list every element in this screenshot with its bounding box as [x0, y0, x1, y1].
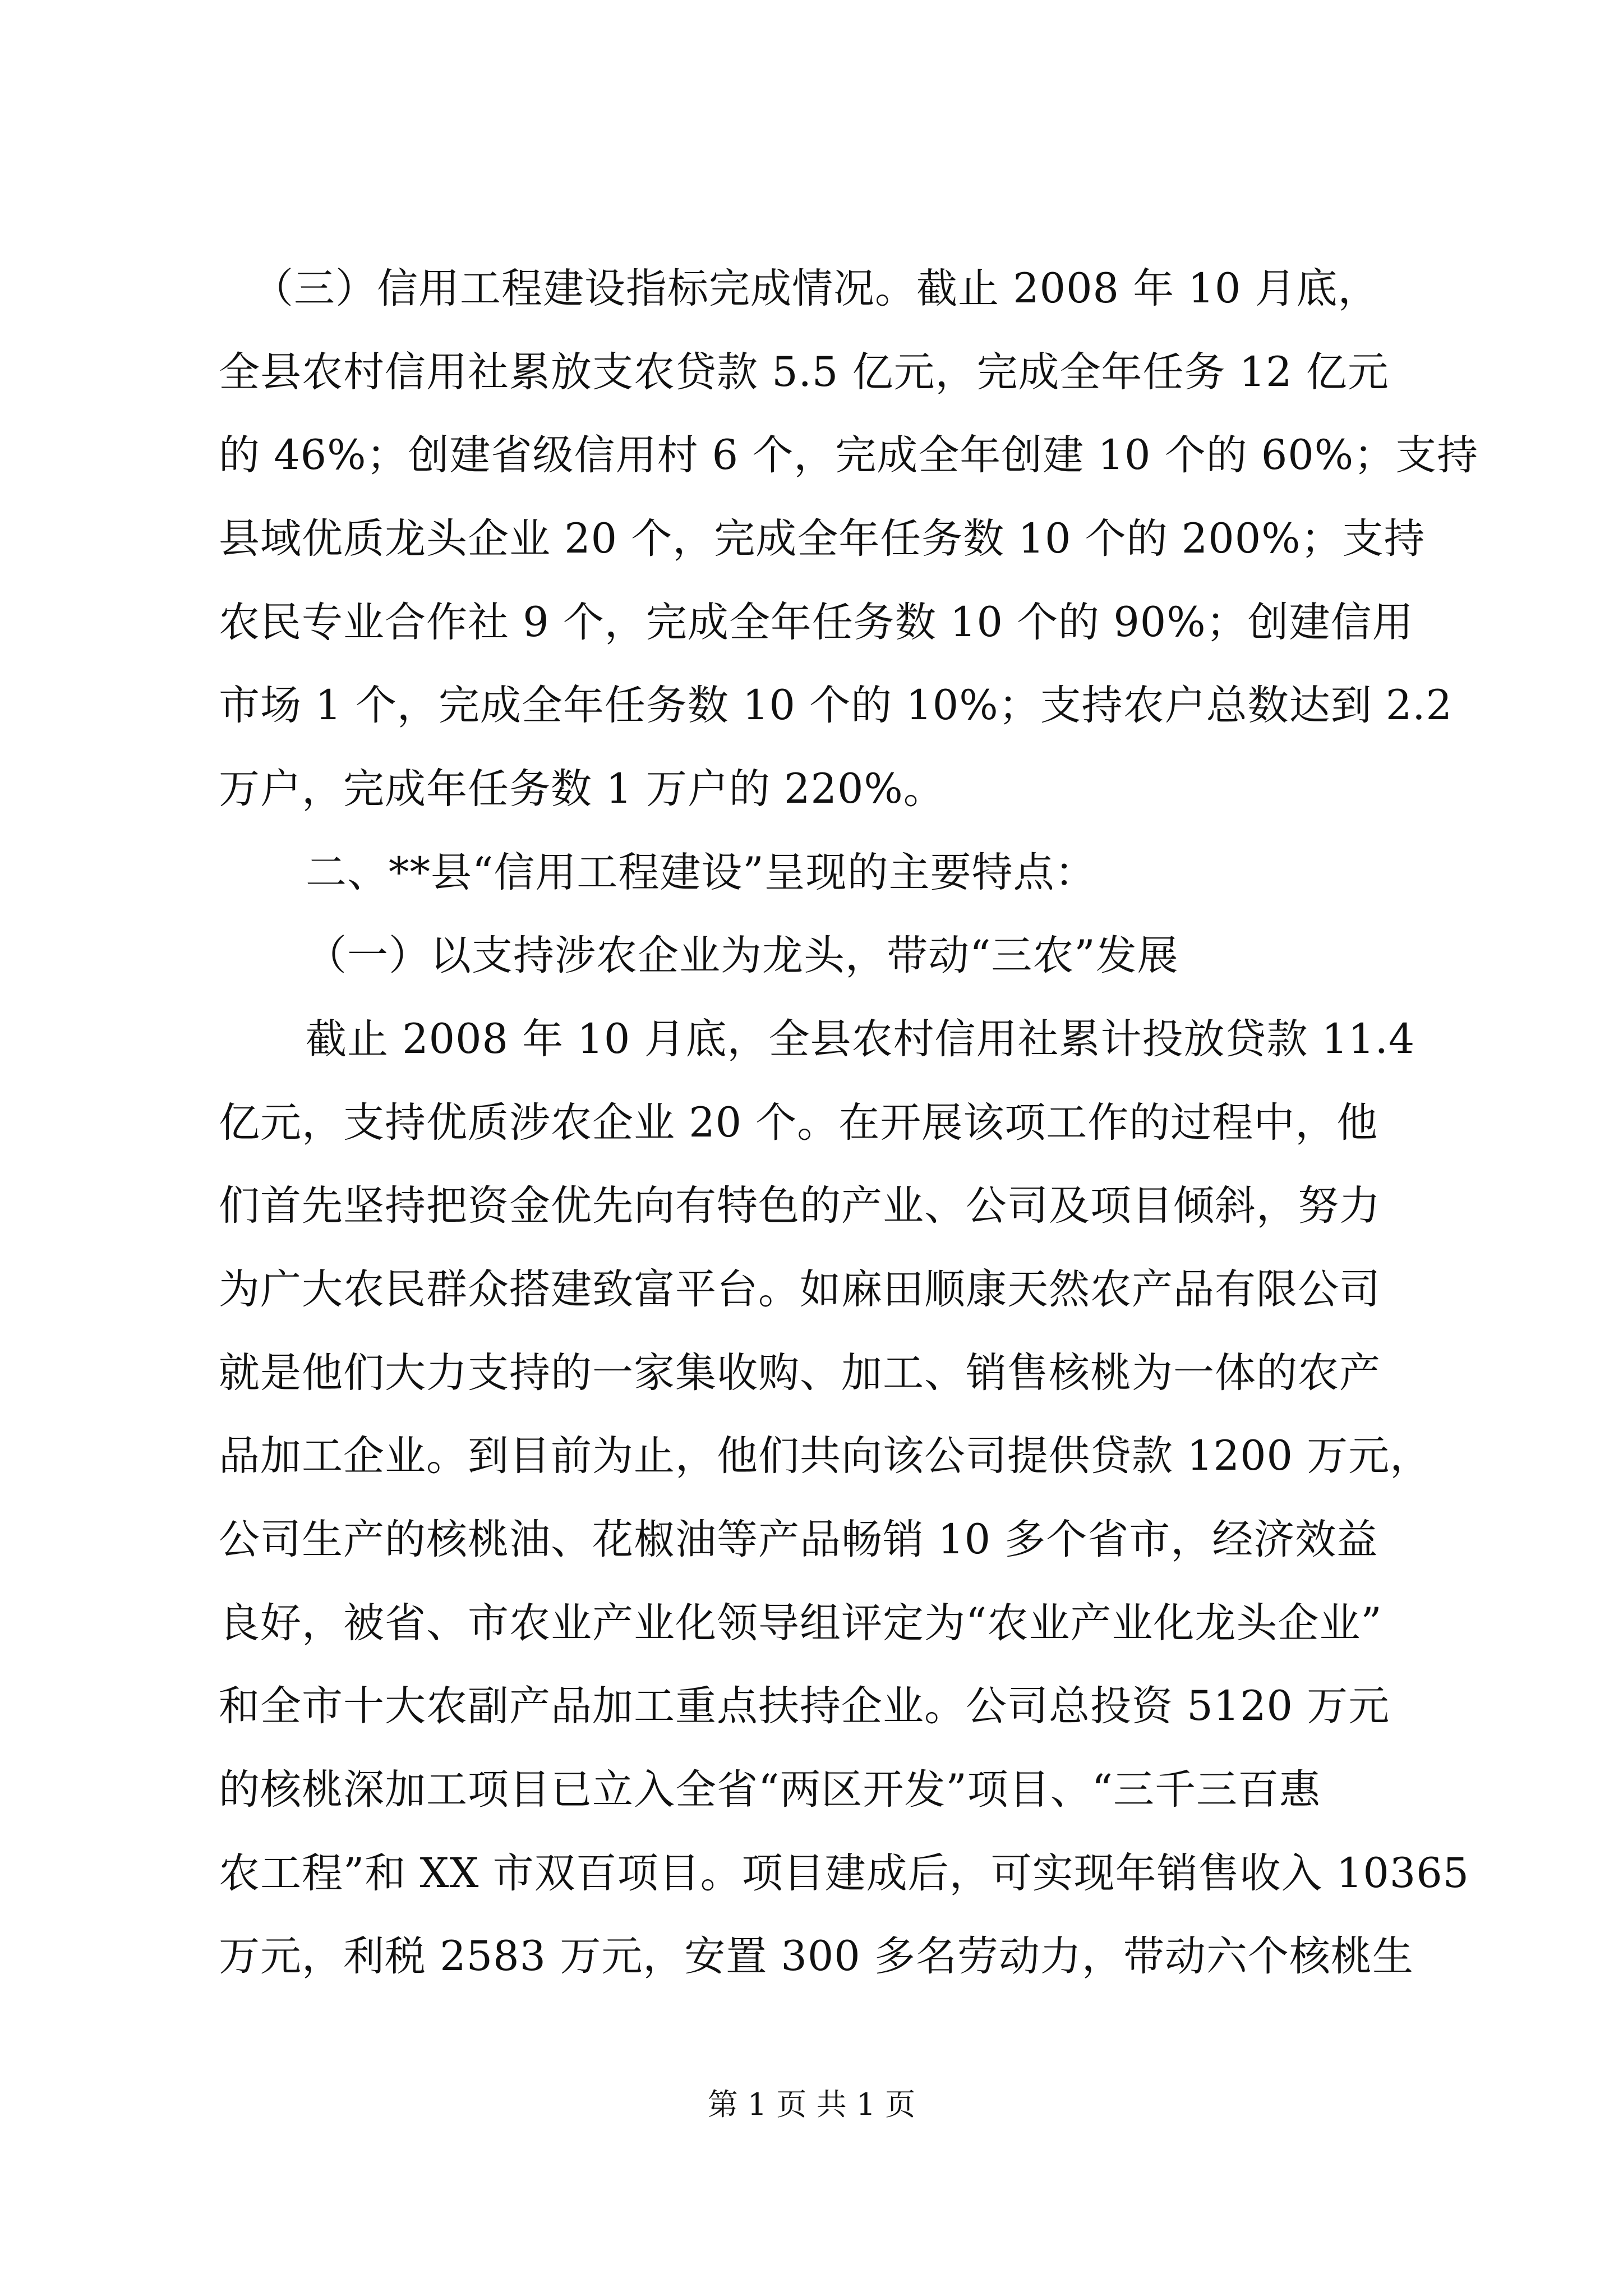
paragraph-line: 的核桃深加工项目已立入全省“两区开发”项目、“三千三百惠 — [219, 1766, 1321, 1814]
subsection-heading-1: （一）以支持涉农企业为龙头，带动“三农”发展 — [306, 932, 1179, 979]
paragraph-line: 农民专业合作社 9 个，完成全年任务数 10 个的 90%；创建信用 — [219, 599, 1414, 646]
paragraph-line: 就是他们大力支持的一家集收购、加工、销售核桃为一体的农产 — [219, 1349, 1381, 1397]
paragraph-line: 们首先坚持把资金优先向有特色的产业、公司及项目倾斜，努力 — [219, 1182, 1381, 1230]
paragraph-line: 市场 1 个，完成全年任务数 10 个的 10%；支持农户总数达到 2.2 — [219, 682, 1453, 729]
paragraph-line: 亿元，支持优质涉农企业 20 个。在开展该项工作的过程中，他 — [219, 1099, 1378, 1147]
paragraph-line: 公司生产的核桃油、花椒油等产品畅销 10 多个省市，经济效益 — [219, 1516, 1378, 1563]
paragraph-line: 良好，被省、市农业产业化领导组评定为“农业产业化龙头企业” — [219, 1599, 1382, 1647]
paragraph-line: 万户，完成年任务数 1 万户的 220%。 — [219, 765, 945, 813]
page-footer: 第 1 页 共 1 页 — [707, 2087, 916, 2122]
paragraph-line: 品加工企业。到目前为止，他们共向该公司提供贷款 1200 万元， — [219, 1432, 1432, 1480]
paragraph-line: 截止 2008 年 10 月底，全县农村信用社累计投放贷款 11.4 — [306, 1015, 1415, 1063]
paragraph-line: 县域优质龙头企业 20 个，完成全年任务数 10 个的 200%；支持 — [219, 515, 1426, 563]
paragraph-line: 全县农村信用社累放支农贷款 5.5 亿元，完成全年任务 12 亿元 — [219, 348, 1389, 396]
paragraph-line: 和全市十大农副产品加工重点扶持企业。公司总投资 5120 万元 — [219, 1682, 1390, 1730]
paragraph-line: 的 46%；创建省级信用村 6 个，完成全年创建 10 个的 60%；支持 — [219, 431, 1479, 479]
paragraph-line: 农工程”和 XX 市双百项目。项目建成后，可实现年销售收入 10365 — [219, 1849, 1470, 1897]
section-heading-2: 二、**县“信用工程建设”呈现的主要特点： — [306, 849, 1096, 896]
paragraph-line: 万元，利税 2583 万元，安置 300 多名劳动力，带动六个核桃生 — [219, 1932, 1414, 1980]
section-heading-3: （三）信用工程建设指标完成情况。截止 2008 年 10 月底， — [252, 265, 1380, 312]
paragraph-line: 为广大农民群众搭建致富平台。如麻田顺康天然农产品有限公司 — [219, 1266, 1381, 1313]
